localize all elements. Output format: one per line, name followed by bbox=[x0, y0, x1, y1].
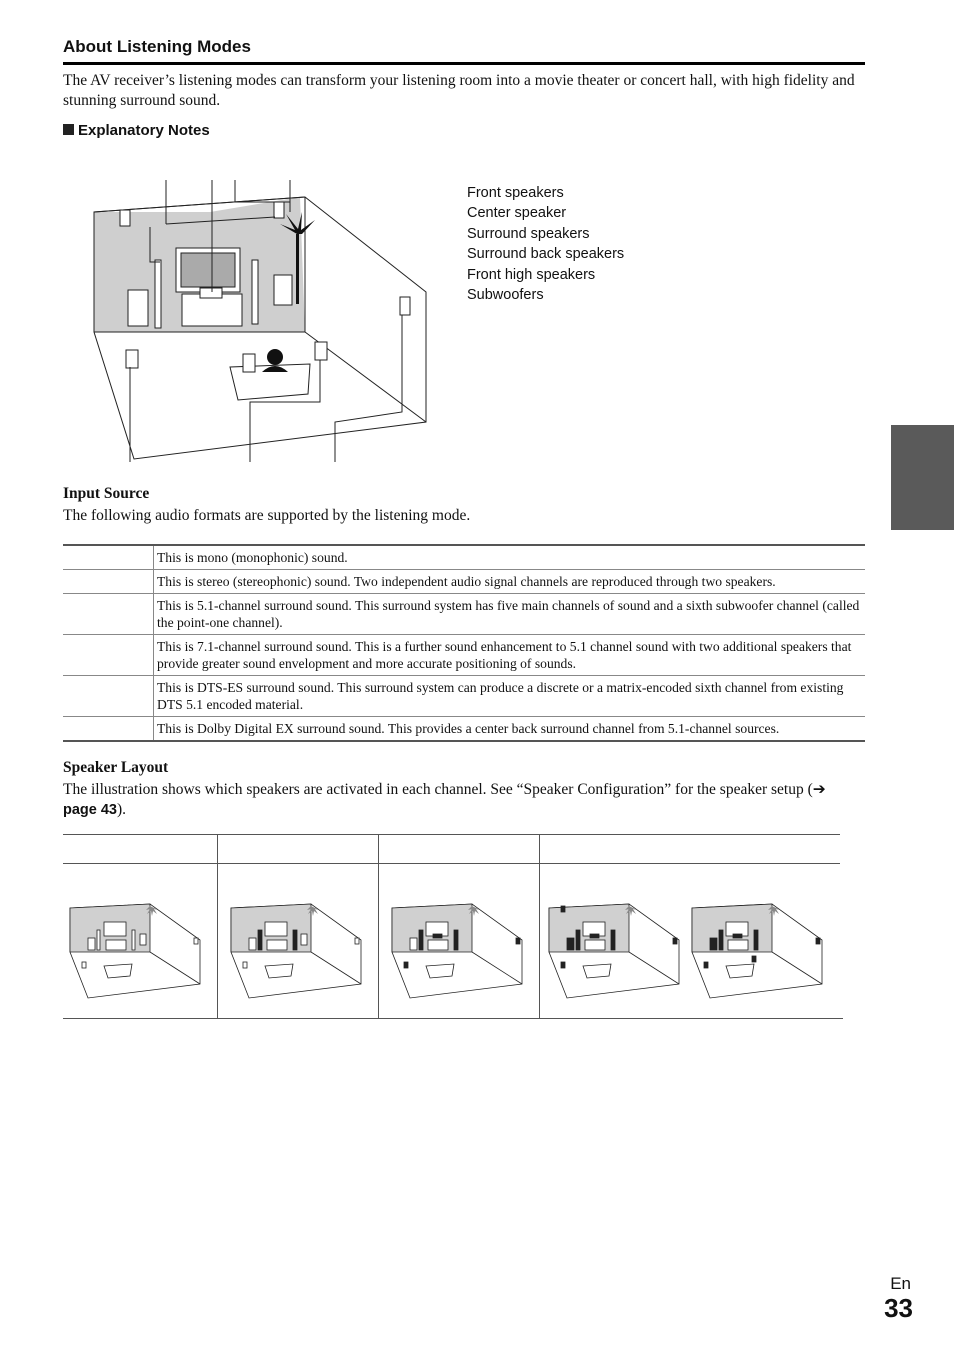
intro-paragraph: The AV receiver’s listening modes can transform your listening room into a movie theater or concert hall, with high fidelity and stunning surround sound. bbox=[63, 72, 855, 109]
legend-subwoofers: Subwoofers bbox=[467, 287, 544, 304]
table-row bbox=[63, 570, 865, 594]
speaker-layout-text-end: ). bbox=[117, 801, 127, 818]
legend-surround-speakers: Surround speakers bbox=[467, 225, 590, 242]
format-logo-cell bbox=[63, 676, 154, 717]
table-row bbox=[63, 635, 865, 676]
format-description: This is mono (monophonic) sound. bbox=[157, 550, 348, 565]
grid-bottom-rule bbox=[63, 1018, 843, 1019]
format-description: This is DTS-ES surround sound. This surround system can produce a discrete or a matrix-encoded sixth channel from existing DTS 5.1 encoded material. bbox=[154, 676, 866, 717]
input-source-text: The following audio formats are supported by the listening mode. bbox=[63, 507, 471, 524]
square-bullet-icon bbox=[63, 124, 74, 135]
language-label: En bbox=[890, 1274, 911, 1293]
chapter-side-tab bbox=[891, 425, 954, 530]
table-row bbox=[63, 717, 865, 742]
speaker-layout-text-body: The illustration shows which speakers are activated in each channel. See “Speaker Configuration” for the speaker setup ( bbox=[63, 781, 813, 798]
format-logo-cell bbox=[63, 635, 154, 676]
format-logo-cell bbox=[63, 570, 154, 594]
speaker-layout-heading: Speaker Layout bbox=[63, 759, 169, 776]
format-description: This is stereo (stereophonic) sound. Two independent audio signal channels are reproduced through two speakers. bbox=[154, 570, 866, 594]
table-row bbox=[63, 676, 865, 717]
grid-divider bbox=[539, 834, 540, 1019]
legend-center-speaker: Center speaker bbox=[467, 205, 567, 222]
format-description: This is Dolby Digital EX surround sound. This provides a center back surround channel from 5.1-channel sources. bbox=[154, 717, 866, 742]
explanatory-notes-heading bbox=[63, 122, 210, 139]
format-logo-cell bbox=[63, 717, 154, 742]
table-row bbox=[63, 545, 865, 570]
title-rule bbox=[63, 62, 865, 65]
table-row bbox=[63, 594, 865, 635]
grid-header-rule bbox=[63, 863, 840, 864]
input-source-heading: Input Source bbox=[63, 485, 150, 502]
format-logo-cell bbox=[63, 545, 154, 570]
legend-front-speakers: Front speakers bbox=[467, 185, 564, 201]
format-description: This is 7.1-channel surround sound. This is a further sound enhancement to 5.1 channel sound with two additional speakers that provide greater sound envelopment and more accurate positioning of sounds. bbox=[154, 635, 866, 676]
format-description: This is 5.1-channel surround sound. This surround system has five main channels of sound and a sixth subwoofer channel (called the point-one channel). bbox=[154, 594, 866, 635]
speaker-room-diagram bbox=[90, 172, 440, 464]
grid-divider bbox=[217, 834, 218, 1019]
layout-thumbnail-1 bbox=[68, 900, 204, 1000]
explanatory-notes-label: Explanatory Notes bbox=[78, 122, 210, 139]
legend-front-high-speakers: Front high speakers bbox=[467, 266, 596, 283]
page-reference-link[interactable]: page 43 bbox=[63, 802, 117, 818]
arrow-icon: ➔ bbox=[812, 781, 826, 798]
grid-top-rule bbox=[63, 834, 840, 835]
layout-thumbnail-5 bbox=[690, 900, 826, 1000]
layout-thumbnail-4 bbox=[547, 900, 683, 1000]
speaker-legend bbox=[467, 183, 624, 305]
audio-formats-table bbox=[63, 544, 865, 742]
layout-thumbnail-3 bbox=[390, 900, 526, 1000]
page-number: 33 bbox=[884, 1293, 913, 1323]
layout-thumbnail-2 bbox=[229, 900, 365, 1000]
format-logo-cell bbox=[63, 594, 154, 635]
legend-surround-back-speakers: Surround back speakers bbox=[467, 246, 625, 263]
section-title: About Listening Modes bbox=[63, 37, 251, 56]
grid-divider bbox=[378, 834, 379, 1019]
speaker-layout-text bbox=[63, 780, 863, 820]
